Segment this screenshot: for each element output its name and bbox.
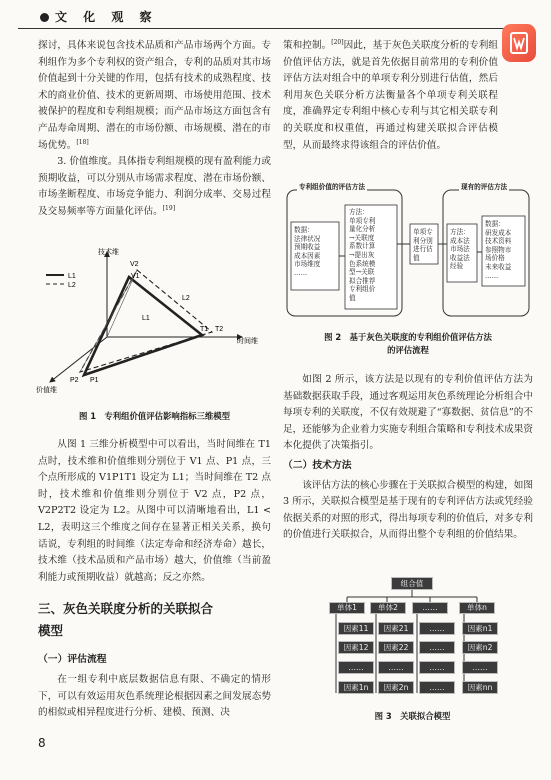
box-method-left-text: 方法： 单项专利 量化分析 →关联度 系数计算 →提出灰 色系统模 型→关联 拟合推荐 专利组价 值	[349, 208, 376, 302]
box-middle-text: 单项专 利分别 进行估 值	[413, 228, 433, 262]
box-data-left-text: 数据： 法律状况 预期收益 成本因素 市场维度 ……	[294, 226, 321, 277]
l1-label: L1	[142, 315, 150, 322]
tech-axis-label: 技术维	[98, 249, 119, 256]
factor-node: ……	[419, 622, 455, 635]
factor-node: ……	[419, 641, 455, 654]
legend-l1-label: L1	[68, 273, 76, 280]
box-method-right-text: 方法： 成本法 市场法 收益法 经验	[450, 228, 470, 271]
section-heading: 三、灰色关联度分析的关联拟合 模型	[38, 601, 214, 639]
left-column-lower	[38, 437, 271, 722]
figure-1	[32, 232, 277, 407]
paragraph: 3. 价值维度。具体指专利组规模的现有盈利能力或预期收益，可以分别从市场需求程度、潜在市场份额、市场垄断程度、市场竞争能力、利润分成率、交易过程及交易频率等方面量化评估。[19]	[38, 156, 271, 217]
page-number: 8	[38, 736, 46, 750]
l1-triangle	[84, 277, 202, 375]
figure-3-caption: 图 3 关联拟合模型	[374, 711, 451, 721]
factor-node: 因素nn	[462, 681, 498, 694]
subheading: （二）技术方法	[283, 459, 352, 471]
factor-node: 因素12	[338, 641, 374, 654]
figure-1-caption: 图 1 专利组价值评估影响指标三维模型	[78, 411, 231, 421]
figure-2-caption: 图 2 基于灰色关联度的专利组价值评估方法 的评估流程	[324, 332, 492, 355]
paragraph: 从图 1 三维分析模型中可以看出，当时间维在 T1 点时，技术维和价值维则分别位于 V1 点、P1 点，三个点所形成的 V1P1T1 设定为 L1；当时间维在 T2 点时，技术维和价值维则分别位于 V2 点，P2 点，V2P2T2 设定为 L2。从图中可以清晰地看出，L1 < L2，表明这三个维度之间存在显著正相关关系，换句话说，专利组的时间维（法定寿命和经济寿命）越长，技术维（技术品质和产品市场）越大，价值维（当前盈利能力或预期收益）就越高；反之亦然。	[38, 439, 271, 583]
time-axis-label: 时间维	[237, 338, 258, 345]
legend-l2-label: L2	[68, 282, 76, 289]
figure-2	[283, 178, 533, 326]
journal-header	[40, 8, 158, 25]
t1-label: T1	[200, 326, 209, 333]
l2-label: L2	[182, 295, 190, 302]
factor-node: ……	[338, 661, 374, 674]
p2-label: P2	[70, 377, 79, 384]
paragraph: 如图 2 所示，该方法是以现有的专利价值评估方法为基础数据获取手段，通过客观运用灰色系统理论分析组合中每项专利的关联度，不仅有效规避了“寡数据、贫信息”的不足，还能够为企业着力实施专利组合策略和专利技术成果资本化提供了决策指引。	[283, 374, 533, 452]
factor-node: 因素1n	[338, 681, 374, 694]
t2-label: T2	[215, 326, 224, 333]
factor-node: 因素11	[338, 622, 374, 635]
unit-node: ……	[412, 602, 448, 614]
right-column	[283, 38, 498, 154]
left-column	[38, 38, 271, 221]
factor-node: ……	[419, 681, 455, 694]
right-column-lower	[283, 372, 533, 544]
factor-node: 因素n1	[462, 622, 498, 635]
factor-node: 因素21	[378, 622, 414, 635]
unit-node: 单体1	[329, 602, 365, 614]
factor-node: 因素22	[378, 641, 414, 654]
paragraph: 在一组专利中底层数据信息有限、不确定的情形下，可以有效运用灰色系统理论根据因素之间发展态势的相似或相异程度进行分析、建模、预测、决	[38, 673, 271, 719]
header-title: 文 化 观 察	[55, 10, 158, 24]
v2-label: V2	[130, 261, 139, 268]
guide-line	[80, 270, 137, 372]
factor-node: 因素n2	[462, 641, 498, 654]
p1-label: P1	[90, 377, 99, 384]
factor-node: ……	[462, 661, 498, 674]
combined-value-node: 组合值	[391, 577, 433, 590]
unit-node: 单体n	[459, 602, 495, 614]
figure-3	[325, 575, 500, 703]
subheading: （一）评估流程	[38, 654, 107, 666]
value-axis-label: 价值维	[36, 387, 57, 394]
factor-node: ……	[378, 661, 414, 674]
left-group-title: 专利组价值的评估方法	[299, 183, 365, 191]
v1-label: V1	[131, 273, 140, 280]
paragraph: 策和控制。[20]因此，基于灰色关联度分析的专利组价值评估方法，就是首先依据目前常用的专利价值评估方法对组合中的单项专利分别进行估值，然后利用灰色关联分析方法衡量各个单项专利关联程度，准确界定专利组中核心专利与其它相关联专利的关联度和权重值，再通过构建关联拟合评估模型，从而最终求得该组合的评估价值。	[283, 38, 499, 151]
right-group-title: 现有的评估方法	[461, 183, 508, 191]
paragraph: 探讨，具体来说包含技术品质和产品市场两个方面。专利组作为多个专利权的资产组合，专利的品质对其市场价值起到十分关键的作用，包括有技术的成熟程度、技术的商业价值、技术的更新周期、市场使用范围、技术被保护的程度和专利组规模；而产品市场这方面包含有产品寿命周期、潜在的市场份额、市场规模、潜在的市场优势。[18]	[38, 40, 271, 151]
paragraph: 该评估方法的核心步骤在于关联拟合模型的构建，如图 3 所示，关联拟合模型是基于现有的专利评估方法或凭经验依据关系的对照的形式，得出每项专利的价值后，对多专利的价值进行关联拟合，从而得出整个专利组的价值结果。	[283, 479, 533, 541]
unit-node: 单体2	[370, 602, 406, 614]
factor-node: ……	[419, 661, 455, 674]
factor-node: 因素2n	[378, 681, 414, 694]
box-data-right-text: 数据： 研发成本 技术资料 参照物市 场价格 未来收益 ……	[485, 220, 512, 280]
bullet-icon	[40, 13, 49, 22]
header-rule	[18, 28, 533, 29]
app-logo-icon[interactable]	[502, 24, 536, 62]
guide-line	[107, 270, 137, 337]
